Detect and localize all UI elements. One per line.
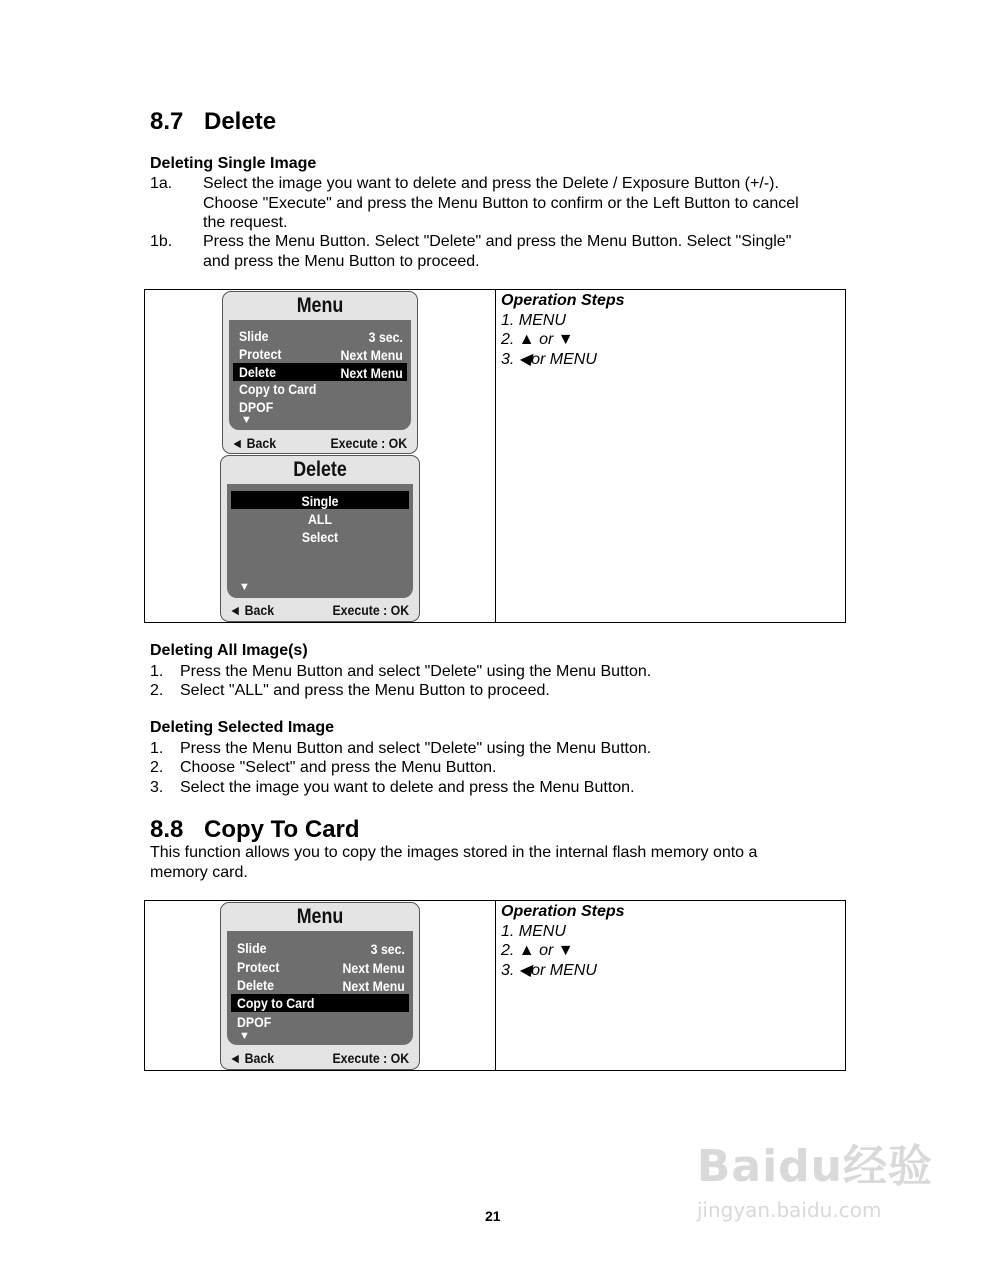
step-number: 1. bbox=[150, 663, 164, 680]
step-1a bbox=[150, 174, 850, 234]
menu-item-delete: Delete bbox=[237, 977, 274, 993]
operation-steps-title: Operation Steps bbox=[501, 292, 625, 309]
table-divider bbox=[495, 901, 496, 1070]
back-text: Back bbox=[246, 435, 277, 451]
step-text-line: Press the Menu Button. Select "Delete" and press the Menu Button. Select "Single" bbox=[203, 233, 792, 250]
step-prefix: 3. bbox=[501, 961, 515, 979]
operation-step-3 bbox=[501, 961, 625, 981]
option-select: Select bbox=[301, 529, 339, 545]
step-text: Press the Menu Button and select "Delete" using the Menu Button. bbox=[180, 663, 652, 680]
up-triangle-icon: ▲ bbox=[518, 331, 535, 348]
menu-screen bbox=[222, 291, 418, 454]
subheading-all: Deleting All Image(s) bbox=[150, 642, 308, 659]
or-text: or bbox=[539, 942, 554, 959]
up-triangle-icon: ▲ bbox=[518, 942, 535, 959]
scroll-down-arrow-icon: ▼ bbox=[239, 1030, 250, 1042]
menu-value-protect: Next Menu bbox=[342, 960, 405, 976]
left-arrow-icon: ◄ bbox=[231, 435, 247, 451]
delete-screen bbox=[220, 455, 420, 622]
menu-item-slide: Slide bbox=[237, 940, 267, 956]
list-item bbox=[150, 758, 850, 778]
back-text: Back bbox=[244, 602, 275, 618]
step-text-line: and press the Menu Button to proceed. bbox=[203, 252, 480, 270]
left-triangle-icon: ◀ bbox=[518, 350, 532, 368]
screen-footer bbox=[221, 600, 419, 622]
execute-label: Execute : OK bbox=[332, 1050, 409, 1066]
section-heading-delete bbox=[150, 108, 276, 136]
list-item bbox=[150, 681, 850, 701]
operation-step-1: 1. MENU bbox=[501, 922, 566, 940]
menu-item-dpof: DPOF bbox=[239, 399, 274, 415]
section-title: Copy To Card bbox=[204, 816, 360, 843]
step-text: Press the Menu Button and select "Delete" using the Menu Button. bbox=[180, 740, 652, 757]
section-number: 8.7 bbox=[150, 108, 184, 135]
screen-body bbox=[227, 484, 413, 598]
step-number: 1. bbox=[150, 740, 164, 757]
step-number: 2. bbox=[150, 682, 164, 699]
operation-step-2 bbox=[501, 330, 625, 350]
list-item bbox=[150, 739, 850, 759]
watermark-logo: Baidu经验 bbox=[696, 1141, 933, 1192]
screen-title: Menu bbox=[296, 905, 344, 928]
screen-title: Menu bbox=[296, 294, 344, 317]
option-all: ALL bbox=[308, 511, 332, 527]
paragraph-line: This function allows you to copy the images stored in the internal flash memory onto a bbox=[150, 844, 758, 861]
step-number: 2. bbox=[150, 759, 164, 776]
menu-item-dpof: DPOF bbox=[237, 1014, 272, 1030]
step-number: 1b. bbox=[150, 233, 173, 250]
copy-intro bbox=[150, 843, 757, 882]
step-text-line: the request. bbox=[203, 214, 288, 231]
step-prefix: 2. bbox=[501, 331, 515, 348]
step-number: 1a. bbox=[150, 175, 173, 192]
menu-item-copy-to-card: Copy to Card bbox=[237, 995, 315, 1011]
menu-value-delete: Next Menu bbox=[342, 978, 405, 994]
subheading-selected: Deleting Selected Image bbox=[150, 719, 335, 736]
operation-steps bbox=[501, 902, 625, 980]
menu-item-copy-to-card: Copy to Card bbox=[239, 381, 317, 397]
down-triangle-icon: ▼ bbox=[557, 331, 574, 348]
menu-value-slide: 3 sec. bbox=[368, 329, 403, 345]
execute-label: Execute : OK bbox=[332, 602, 409, 618]
or-text: or bbox=[539, 331, 554, 348]
operation-steps bbox=[501, 291, 625, 369]
section-heading-copy bbox=[150, 816, 360, 844]
step-number: 3. bbox=[150, 779, 164, 796]
left-triangle-icon: ◀ bbox=[518, 961, 532, 979]
back-label bbox=[229, 602, 274, 618]
scroll-down-arrow-icon: ▼ bbox=[239, 581, 250, 593]
subheading-single: Deleting Single Image bbox=[150, 155, 317, 172]
baidu-watermark bbox=[697, 1130, 933, 1222]
operation-table-delete bbox=[144, 289, 846, 623]
menu-item-protect: Protect bbox=[237, 959, 280, 975]
section-number: 8.8 bbox=[150, 816, 184, 843]
screen-footer bbox=[223, 432, 417, 454]
step-text: Choose "Select" and press the Menu Button. bbox=[180, 759, 497, 776]
page-number: 21 bbox=[485, 1208, 501, 1224]
section-title: Delete bbox=[204, 108, 277, 135]
scroll-down-arrow-icon: ▼ bbox=[241, 414, 252, 426]
down-triangle-icon: ▼ bbox=[557, 942, 574, 959]
menu-item-slide: Slide bbox=[239, 328, 269, 344]
option-single: Single bbox=[301, 493, 339, 509]
operation-step-2 bbox=[501, 941, 625, 961]
left-arrow-icon: ◄ bbox=[229, 1050, 245, 1066]
back-label bbox=[229, 1050, 274, 1066]
list-item bbox=[150, 778, 850, 798]
screen-footer bbox=[221, 1049, 419, 1070]
left-arrow-icon: ◄ bbox=[229, 602, 245, 618]
operation-steps-title: Operation Steps bbox=[501, 903, 625, 920]
watermark-url: jingyan.baidu.com bbox=[696, 1198, 882, 1222]
step-prefix: 2. bbox=[501, 942, 515, 959]
menu-screen bbox=[220, 902, 420, 1070]
step-text: Select the image you want to delete and press the Menu Button. bbox=[180, 779, 635, 796]
menu-value-delete: Next Menu bbox=[340, 365, 403, 381]
screen-body bbox=[227, 931, 413, 1045]
menu-item-delete: Delete bbox=[239, 364, 276, 380]
screen-title: Delete bbox=[293, 458, 347, 481]
step-text-line: Select the image you want to delete and press the Delete / Exposure Button (+/-). bbox=[203, 175, 779, 192]
step-prefix: 3. bbox=[501, 350, 515, 368]
operation-table-copy bbox=[144, 900, 846, 1071]
step-1b bbox=[150, 232, 850, 272]
step-suffix: or MENU bbox=[531, 350, 597, 368]
step-text-line: Choose "Execute" and press the Menu Button to confirm or the Left Button to cancel bbox=[203, 194, 799, 212]
back-text: Back bbox=[244, 1050, 275, 1066]
list-item bbox=[150, 662, 850, 682]
menu-item-protect: Protect bbox=[239, 346, 282, 362]
menu-value-slide: 3 sec. bbox=[370, 941, 405, 957]
execute-label: Execute : OK bbox=[330, 435, 407, 451]
paragraph-line: memory card. bbox=[150, 863, 248, 881]
operation-step-3 bbox=[501, 350, 625, 370]
menu-value-protect: Next Menu bbox=[340, 347, 403, 363]
operation-step-1: 1. MENU bbox=[501, 311, 566, 329]
step-text: Select "ALL" and press the Menu Button to proceed. bbox=[180, 682, 550, 699]
table-divider bbox=[495, 290, 496, 622]
back-label bbox=[231, 435, 276, 451]
step-suffix: or MENU bbox=[531, 961, 597, 979]
screen-body bbox=[229, 320, 411, 430]
